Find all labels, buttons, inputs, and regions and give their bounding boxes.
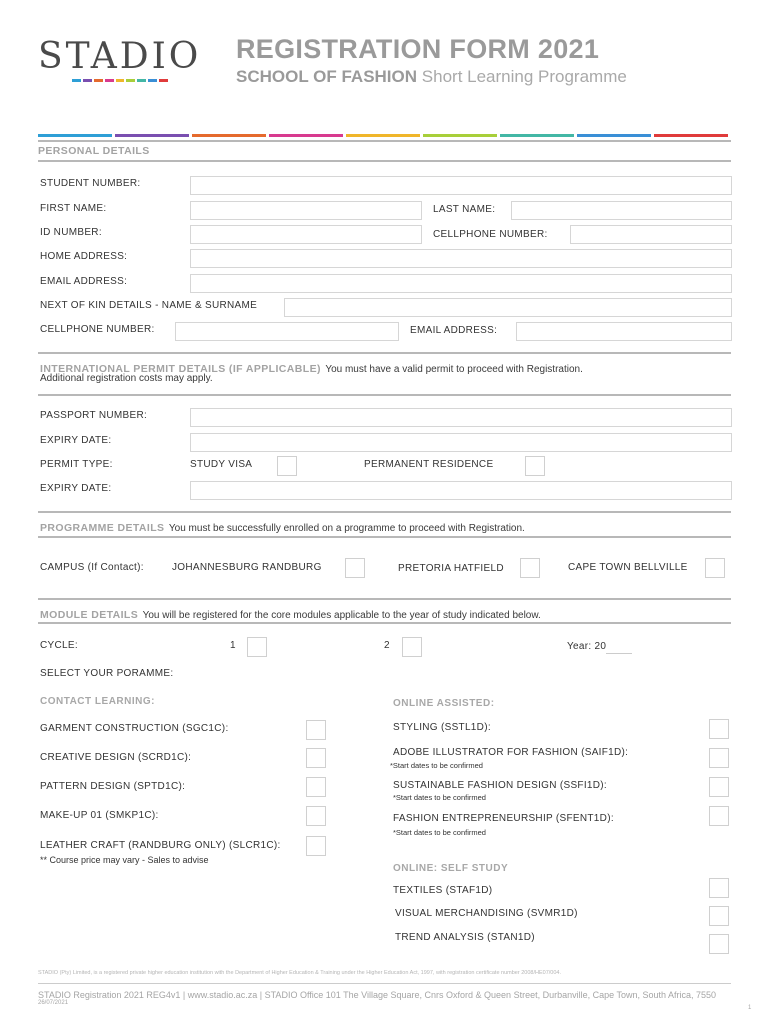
programme-type: Short Learning Programme <box>421 67 627 86</box>
last-name-field[interactable] <box>511 201 732 220</box>
study-visa-checkbox[interactable] <box>277 456 297 476</box>
start-date-note: *Start dates to be confirmed <box>393 828 486 837</box>
stripe-segment <box>159 79 168 82</box>
form-title: REGISTRATION FORM 2021 <box>236 34 600 64</box>
last-name-label: LAST NAME: <box>433 204 496 215</box>
module-garment-construction-label: GARMENT CONSTRUCTION (SGC1C): <box>40 723 229 734</box>
year-label: Year: 20 <box>567 641 607 652</box>
footer-divider <box>38 983 731 984</box>
module-details-header <box>38 598 731 624</box>
expiry-date-label: EXPIRY DATE: <box>40 435 112 446</box>
student-number-label: STUDENT NUMBER: <box>40 178 141 189</box>
module-sustainable-fashion-checkbox[interactable] <box>709 777 729 797</box>
kin-email-label: EMAIL ADDRESS: <box>410 325 498 336</box>
campus-johannesburg-checkbox[interactable] <box>345 558 365 578</box>
campus-pretoria-label: PRETORIA HATFIELD <box>398 563 504 574</box>
cellphone-field[interactable] <box>570 225 732 244</box>
passport-number-field[interactable] <box>190 408 732 427</box>
kin-email-field[interactable] <box>516 322 732 341</box>
first-name-field[interactable] <box>190 201 422 220</box>
first-name-label: FIRST NAME: <box>40 203 107 214</box>
programme-details-header <box>38 511 731 538</box>
programme-header-text <box>40 518 525 536</box>
module-adobe-illustrator-label: ADOBE ILLUSTRATOR FOR FASHION (SAIF1D): <box>393 747 629 758</box>
stadio-logo: STADIO <box>38 36 202 77</box>
stripe-segment <box>423 134 497 137</box>
next-of-kin-field[interactable] <box>284 298 732 317</box>
permit-note: You must have a valid permit to proceed with Registration. <box>325 364 583 375</box>
module-visual-merchandising-label: VISUAL MERCHANDISING (SVMR1D) <box>395 908 578 919</box>
stripe-segment <box>500 134 574 137</box>
module-leather-craft-checkbox[interactable] <box>306 836 326 856</box>
start-date-note: *Start dates to be confirmed <box>393 793 486 802</box>
course-price-note: ** Course price may vary - Sales to advise <box>40 855 209 865</box>
module-styling-label: STYLING (SSTL1D): <box>393 722 491 733</box>
module-note: You will be registered for the core modules applicable to the year of study indicated below. <box>142 610 541 621</box>
module-creative-design-label: CREATIVE DESIGN (SCRD1C): <box>40 752 192 763</box>
page-number: 1 <box>748 1005 752 1011</box>
id-number-field[interactable] <box>190 225 422 244</box>
cycle-1-checkbox[interactable] <box>247 637 267 657</box>
online-assisted-heading: ONLINE ASSISTED: <box>393 698 495 709</box>
stripe-segment <box>346 134 420 137</box>
color-stripe-divider <box>38 134 731 137</box>
stripe-segment <box>577 134 651 137</box>
module-pattern-design-checkbox[interactable] <box>306 777 326 797</box>
module-trend-analysis-label: TREND ANALYSIS (STAN1D) <box>395 932 535 943</box>
expiry-date-2-label: EXPIRY DATE: <box>40 483 112 494</box>
campus-capetown-label: CAPE TOWN BELLVILLE <box>568 562 688 573</box>
expiry-date-field[interactable] <box>190 433 732 452</box>
section-title: MODULE DETAILS <box>40 609 139 621</box>
stripe-segment <box>137 79 146 82</box>
section-title: PERSONAL DETAILS <box>38 145 150 157</box>
cycle-2-label: 2 <box>384 640 390 651</box>
campus-label: CAMPUS (If Contact): <box>40 562 144 573</box>
contact-learning-heading: CONTACT LEARNING: <box>40 696 155 707</box>
stripe-segment <box>83 79 92 82</box>
email-address-label: EMAIL ADDRESS: <box>40 276 128 287</box>
stripe-segment <box>148 79 157 82</box>
stripe-segment <box>654 134 728 137</box>
school-name: SCHOOL OF FASHION <box>236 67 418 86</box>
email-address-field[interactable] <box>190 274 732 293</box>
stripe-segment <box>72 79 81 82</box>
module-leather-craft-label: LEATHER CRAFT (RANDBURG ONLY) (SLCR1C): <box>40 840 281 851</box>
stripe-segment <box>38 134 112 137</box>
kin-cellphone-field[interactable] <box>175 322 399 341</box>
stripe-segment <box>192 134 266 137</box>
stripe-segment <box>116 79 125 82</box>
personal-details-header <box>38 140 731 162</box>
section-title: INTERNATIONAL PERMIT DETAILS (IF APPLICABLE) <box>40 363 321 375</box>
module-textiles-label: TEXTILES (STAF1D) <box>393 885 493 896</box>
cycle-label: CYCLE: <box>40 640 78 651</box>
logo-color-stripe <box>72 79 170 82</box>
module-sustainable-fashion-label: SUSTAINABLE FASHION DESIGN (SSFI1D): <box>393 780 607 791</box>
stripe-segment <box>115 134 189 137</box>
module-visual-merchandising-checkbox[interactable] <box>709 906 729 926</box>
passport-number-label: PASSPORT NUMBER: <box>40 410 148 421</box>
module-fashion-entrepreneurship-label: FASHION ENTREPRENEURSHIP (SFENT1D): <box>393 813 614 824</box>
module-creative-design-checkbox[interactable] <box>306 748 326 768</box>
module-makeup-checkbox[interactable] <box>306 806 326 826</box>
id-number-label: ID NUMBER: <box>40 227 102 238</box>
next-of-kin-label: NEXT OF KIN DETAILS - NAME & SURNAME <box>40 300 258 311</box>
legal-footer: STADIO (Pty) Limited, is a registered private higher education institution with the Department of Higher Education & Training under the Higher Education Act, 1997, with registration certificate number 2008/HE07/004. <box>38 970 561 976</box>
permit-type-label: PERMIT TYPE: <box>40 459 113 470</box>
campus-capetown-checkbox[interactable] <box>705 558 725 578</box>
self-study-heading: ONLINE: SELF STUDY <box>393 863 509 874</box>
permit-note-2: Additional registration costs may apply. <box>40 373 213 384</box>
permanent-residence-checkbox[interactable] <box>525 456 545 476</box>
home-address-label: HOME ADDRESS: <box>40 251 128 262</box>
permanent-residence-label: PERMANENT RESIDENCE <box>364 459 494 470</box>
permit-divider-bottom <box>38 394 731 396</box>
module-pattern-design-label: PATTERN DESIGN (SPTD1C): <box>40 781 186 792</box>
cellphone-label: CELLPHONE NUMBER: <box>433 229 548 240</box>
campus-pretoria-checkbox[interactable] <box>520 558 540 578</box>
permit-divider-top <box>38 352 731 354</box>
expiry-date-2-field[interactable] <box>190 481 732 500</box>
stripe-segment <box>105 79 114 82</box>
footer-info: STADIO Registration 2021 REG4v1 | www.stadio.ac.za | STADIO Office 101 The Village Square, Cnrs Oxford & Queen Street, Durbanville, Cape Town, South Africa, 7550 <box>38 990 717 1000</box>
cycle-2-checkbox[interactable] <box>402 637 422 657</box>
module-makeup-label: MAKE-UP 01 (SMKP1C): <box>40 810 159 821</box>
home-address-field[interactable] <box>190 249 732 268</box>
stripe-segment <box>126 79 135 82</box>
year-field[interactable] <box>606 653 632 654</box>
module-styling-checkbox[interactable] <box>709 719 729 739</box>
kin-cellphone-label: CELLPHONE NUMBER: <box>40 324 155 335</box>
stripe-segment <box>94 79 103 82</box>
form-subtitle <box>236 67 627 87</box>
module-header-text <box>40 605 541 623</box>
section-title: PROGRAMME DETAILS <box>40 522 165 534</box>
start-date-note: *Start dates to be confirmed <box>390 761 483 770</box>
study-visa-label: STUDY VISA <box>190 459 253 470</box>
select-programme-label: SELECT YOUR PORAMME: <box>40 668 174 679</box>
footer-date: 26/07/2021 <box>38 1000 69 1006</box>
module-garment-construction-checkbox[interactable] <box>306 720 326 740</box>
programme-note: You must be successfully enrolled on a programme to proceed with Registration. <box>168 523 525 534</box>
student-number-field[interactable] <box>190 176 732 195</box>
cycle-1-label: 1 <box>230 640 236 651</box>
campus-johannesburg-label: JOHANNESBURG RANDBURG <box>172 562 322 573</box>
stripe-segment <box>269 134 343 137</box>
module-textiles-checkbox[interactable] <box>709 878 729 898</box>
module-trend-analysis-checkbox[interactable] <box>709 934 729 954</box>
module-fashion-entrepreneurship-checkbox[interactable] <box>709 806 729 826</box>
module-adobe-illustrator-checkbox[interactable] <box>709 748 729 768</box>
